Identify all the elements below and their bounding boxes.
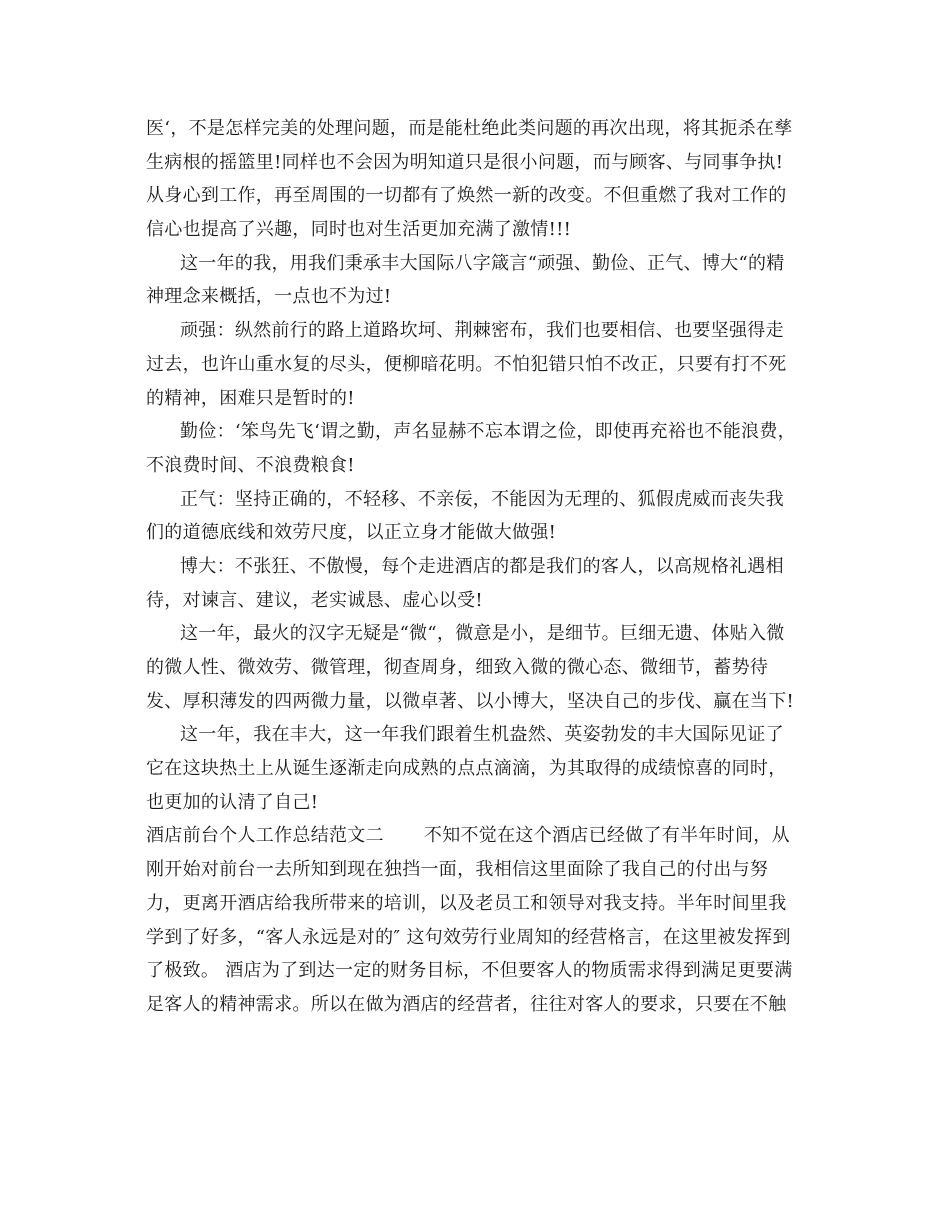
text-line: 们的道德底线和效劳尺度，以正立身才能做大做强! (146, 522, 557, 544)
text-line: 发、厚积薄发的四两微力量，以微卓著、以小博大，坚决自己的步伐、赢在当下! (146, 690, 795, 712)
text-line: 它在这块热土上从诞生逐渐走向成熟的点点滴滴，为其取得的成绩惊喜的同时， (146, 758, 787, 780)
text-line: 生病根的摇篮里!同样也不会因为明知道只是很小问题，而与顾客、与同事争执! (146, 151, 784, 173)
section-first-line: 不知不觉在这个酒店已经做了有半年时间，从 (423, 825, 790, 847)
section-heading: 酒店前台个人工作总结范文二 (146, 825, 384, 847)
text-line: 医‘，不是怎样完美的处理问题，而是能杜绝此类问题的再次出现，将其扼杀在孳 (146, 118, 793, 139)
text-line: 刚开始对前台一去所知到现在独挡一面，我相信这里面除了我自己的付出与努 (146, 859, 769, 881)
text-line: 博大：不张狂、不傲慢，每个走进酒店的都是我们的客人，以高规格礼遇相 (180, 555, 784, 577)
text-line: 也更加的认清了自己! (146, 791, 319, 813)
text-line: 从身心到工作，再至周围的一切都有了焕然一新的改变。不但重燃了我对工作的 (146, 185, 787, 207)
text-line: 这一年，最火的汉字无疑是“微“，微意是小，是细节。巨细无遗、体贴入微 (180, 623, 785, 645)
text-line: 勤俭：‘笨鸟先飞‘谓之勤，声名显赫不忘本谓之俭，即使再充裕也不能浪费， (180, 421, 796, 443)
text-line: 的精神，困难只是暂时的! (146, 387, 355, 409)
text-line: 这一年的我，用我们秉承丰大国际八字箴言“顽强、勤俭、正气、博大“的精 (180, 252, 785, 274)
text-line: 的微人性、微效劳、微管理，彻查周身，细致入微的微心态、微细节，蓄势待 (146, 657, 769, 678)
paragraph-lines (146, 112, 806, 819)
text-line: 待，对谏言、建议，老实诚恳、虚心以受! (146, 589, 483, 611)
text-line: 学到了好多，“客人永远是对的″ 这句效劳行业周知的经营格言，在这里被发挥到 (146, 926, 791, 948)
text-line: 神理念来概括，一点也不为过! (146, 286, 392, 308)
text-line: 力，更离开酒店给我所带来的培训，以及老员工和领导对我支持。半年时间里我 (146, 892, 787, 914)
section-paragraph-lines (146, 853, 806, 1021)
text-line: 不浪费时间、不浪费粮食! (146, 454, 355, 476)
text-line: 这一年，我在丰大，这一年我们跟着生机盎然、英姿勃发的丰大国际见证了 (180, 724, 784, 746)
text-line: 顽强：纵然前行的路上道路坎坷、荆棘密布，我们也要相信、也要坚强得走 (180, 320, 784, 342)
text-line: 信心也提高了兴趣，同时也对生活更加充满了激情!!! (146, 219, 572, 241)
text-line: 过去，也许山重水复的尽头，便柳暗花明。不怕犯错只怕不改正，只要有打不死 (146, 353, 787, 375)
text-line: 了极致。 酒店为了到达一定的财务目标，不但要客人的物质需求得到满足更要满 (146, 960, 793, 982)
section-heading-line (146, 819, 806, 853)
document-body (146, 112, 806, 1022)
text-line: 正气：坚持正确的，不轻移、不亲佞，不能因为无理的、狐假虎威而丧失我 (180, 488, 784, 510)
text-line: 足客人的精神需求。所以在做为酒店的经营者，往往对客人的要求，只要在不触 (146, 993, 787, 1015)
